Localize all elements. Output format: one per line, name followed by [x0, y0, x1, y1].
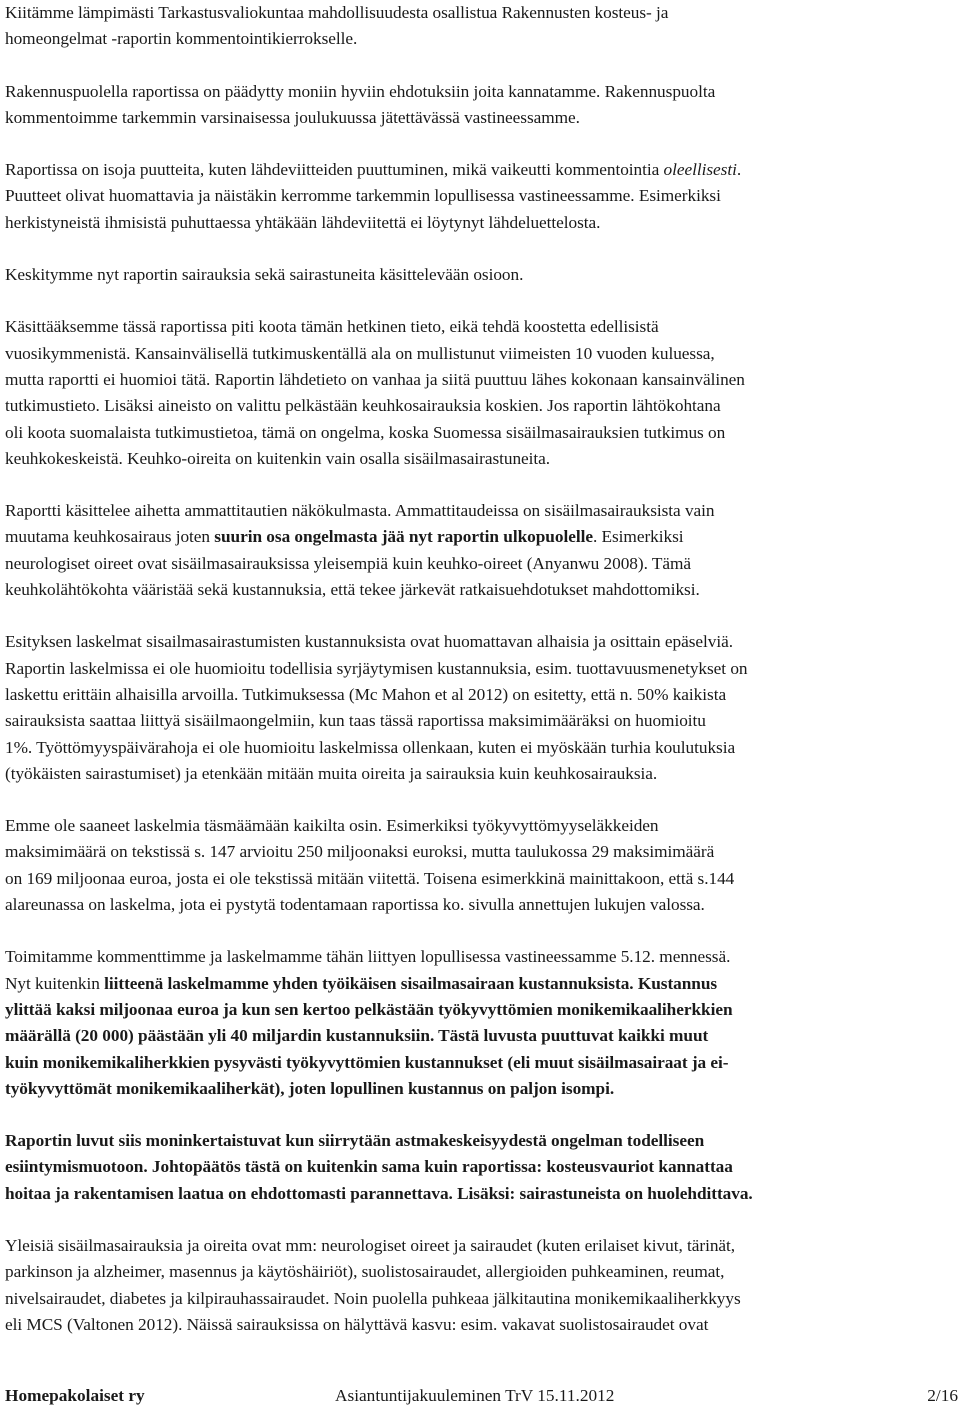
document-body	[5, 0, 960, 1364]
text-run: keuhkokeskeistä. Keuhko-oireita on kuitenkin vain osalla sisäilmasairastuneita.	[5, 448, 551, 468]
bold-text: esiintymismuotoon. Johtopäätös tästä on kuitenkin sama kuin raportissa: kosteusvauriot kannattaa	[5, 1157, 733, 1177]
paragraph	[5, 262, 960, 288]
text-line	[5, 656, 960, 682]
paragraph	[5, 1128, 960, 1207]
bold-text: määrällä (20 000) päästään yli 40 miljardin kustannuksiin. Tästä luvusta puuttuvat kaikki muut	[5, 1026, 709, 1046]
text-line	[5, 761, 960, 787]
text-line	[5, 944, 960, 970]
text-line	[5, 1312, 960, 1338]
text-line	[5, 262, 960, 288]
text-line	[5, 420, 960, 446]
text-run: sairauksista saattaa liittyä sisäilmaongelmiin, kun taas tässä raportissa maksimimääräksi on huomioitu	[5, 711, 706, 731]
text-line	[5, 210, 960, 236]
text-run: muutama keuhkosairaus joten	[5, 527, 215, 547]
text-run: on 169 miljoonaa euroa, josta ei ole tekstissä mitään viitettä. Toisena esimerkkinä mainittakoon, että s.144	[5, 868, 735, 888]
text-run: mutta raportti ei huomioi tätä. Raportin lähdetieto on vanhaa ja siitä puuttuu lähes kokonaan kansainvälinen	[5, 369, 745, 389]
text-line	[5, 367, 960, 393]
text-run: Raportin laskelmissa ei ole huomioitu todellisia syrjäytymisen kustannuksia, esim. tuottavuusmenetykset on	[5, 658, 748, 678]
text-line	[5, 1259, 960, 1285]
bold-text: suurin osa ongelmasta jää nyt raportin ulkopuolelle	[214, 527, 593, 547]
text-run: homeongelmat -raportin kommentointikierrokselle.	[5, 29, 358, 49]
text-run: Puutteet olivat huomattavia ja näistäkin kerromme tarkemmin lopullisessa vastineessamme. Esimerkiksi	[5, 186, 721, 206]
bold-text: Raportin luvut siis moninkertaistuvat kun siirrytään astmakeskeisyydestä ongelman todelliseen	[5, 1131, 705, 1151]
page-footer	[5, 1384, 960, 1408]
text-run: Keskitymme nyt raportin sairauksia sekä sairastuneita käsittelevään osioon.	[5, 265, 524, 285]
text-line	[5, 1128, 960, 1154]
text-run: . Esimerkiksi	[592, 527, 684, 547]
paragraph	[5, 813, 960, 918]
text-line	[5, 314, 960, 340]
text-run: Kiitämme lämpimästi Tarkastusvaliokuntaa mahdollisuudesta osallistua Rakennusten kosteus- ja	[5, 3, 669, 22]
text-line	[5, 1023, 960, 1049]
text-run: .	[736, 160, 742, 180]
text-line	[5, 577, 960, 603]
text-run: Nyt kuitenkin	[5, 973, 105, 993]
footer-organization: Homepakolaiset ry	[5, 1386, 145, 1405]
text-line	[5, 1286, 960, 1312]
text-run: kommentoimme tarkemmin varsinaisessa joulukuussa jätettävässä vastineessamme.	[5, 107, 580, 127]
text-run: maksimimäärä on tekstissä s. 147 arvioitu 250 miljoonaksi euroksi, mutta taulukossa 29 maksimimäärä	[5, 842, 715, 862]
text-line	[5, 1181, 960, 1207]
footer-page-number: 2/16	[927, 1386, 958, 1405]
text-line	[5, 498, 960, 524]
text-line	[5, 26, 960, 52]
footer-event: Asiantuntijakuuleminen TrV 15.11.2012	[335, 1386, 615, 1405]
text-line	[5, 105, 960, 131]
paragraph	[5, 314, 960, 472]
text-run: (työkäisten sairastumiset) ja etenkään mitään muita oireita ja sairauksia kuin keuhkosairauksia.	[5, 763, 658, 783]
text-run: nivelsairaudet, diabetes ja kilpirauhassairaudet. Noin puolella puhkeaa jälkitautina monikemikaaliherkkyys	[5, 1288, 741, 1308]
paragraph	[5, 157, 960, 236]
text-line	[5, 682, 960, 708]
text-run: vuosikymmenistä. Kansainvälisellä tutkimuskentällä ala on mullistunut viimeisten 10 vuoden kuluessa,	[5, 343, 715, 363]
text-line	[5, 629, 960, 655]
text-run: Käsittääksemme tässä raportissa piti koota tämän hetkinen tieto, eikä tehdä koostetta edellisistä	[5, 317, 659, 337]
text-run: herkistyneistä ihmisistä puhuttaessa yhtäkään lähdeviitettä ei löytynyt lähdeluettelosta.	[5, 212, 601, 232]
paragraph	[5, 629, 960, 787]
text-run: tutkimustieto. Lisäksi aineisto on valittu pelkästään keuhkosairauksia koskien. Jos raportin lähtökohtana	[5, 396, 721, 416]
text-run: 1%. Työttömyyspäivärahoja ei ole huomioitu laskelmissa ollenkaan, kuten ei myöskään turhia koulutuksia	[5, 737, 736, 757]
text-line	[5, 866, 960, 892]
text-run: Yleisiä sisäilmasairauksia ja oireita ovat mm: neurologiset oireet ja sairaudet (kuten erilaiset kivut, tärinät,	[5, 1235, 736, 1255]
text-run: Raportissa on isoja puutteita, kuten lähdeviitteiden puuttuminen, mikä vaikeutti kommentointia	[5, 160, 664, 180]
text-line	[5, 551, 960, 577]
text-run: oli koota suomalaista tutkimustietoa, tämä on ongelma, koska Suomessa sisäilmasairauksien tutkimus on	[5, 422, 726, 442]
text-run: Toimitamme kommenttimme ja laskelmamme tähän liittyen lopullisessa vastineessamme 5.12. mennessä.	[5, 947, 731, 967]
text-line	[5, 79, 960, 105]
text-line	[5, 839, 960, 865]
text-run: alareunassa on laskelma, jota ei pystytä todentamaan raportissa ko. sivulla annettujen lukujen valossa.	[5, 895, 705, 915]
text-run: Esityksen laskelmat sisailmasairastumisten kustannuksista ovat huomattavan alhaisia ja osittain epäselviä.	[5, 632, 734, 652]
text-run: Emme ole saaneet laskelmia täsmäämään kaikilta osin. Esimerkiksi työkyvyttömyyseläkkeiden	[5, 816, 659, 836]
text-line	[5, 183, 960, 209]
bold-text: liitteenä laskelmamme yhden työikäisen sisailmasairaan kustannuksista. Kustannus	[104, 973, 718, 993]
text-line	[5, 708, 960, 734]
text-run: neurologiset oireet ovat sisäilmasairauksissa yleisempiä kuin keuhko-oireet (Anyanwu 2008). Tämä	[5, 553, 691, 573]
text-line	[5, 997, 960, 1023]
bold-text: hoitaa ja rakentamisen laatua on ehdottomasti parannettava. Lisäksi: sairastuneista on huolehdittava.	[5, 1183, 753, 1203]
text-line	[5, 1154, 960, 1180]
text-run: eli MCS (Valtonen 2012). Näissä sairauksissa on hälyttävä kasvu: esim. vakavat suolistosairaudet ovat	[5, 1314, 709, 1334]
text-line	[5, 735, 960, 761]
text-run: Rakennuspuolella raportissa on päädytty moniin hyviin ehdotuksiin joita kannatamme. Rakennuspuolta	[5, 81, 716, 101]
text-line	[5, 813, 960, 839]
italic-text: oleellisesti	[663, 160, 737, 180]
text-run: keuhkolähtökohta vääristää sekä kustannuksia, että tekee järkevät ratkaisuehdotukset mahdottomiksi.	[5, 580, 700, 600]
text-line	[5, 341, 960, 367]
paragraph	[5, 79, 960, 132]
text-line	[5, 1050, 960, 1076]
bold-text: työkyvyttömät monikemikaaliherkät), joten lopullinen kustannus on paljon isompi.	[5, 1078, 615, 1098]
text-line	[5, 524, 960, 550]
bold-text: ylittää kaksi miljoonaa euroa ja kun sen kertoo pelkästään työkyvyttömien monikemikaaliherkkien	[5, 999, 733, 1019]
paragraph	[5, 498, 960, 603]
text-line	[5, 157, 960, 183]
text-line	[5, 1076, 960, 1102]
text-run: laskettu erittäin alhaisilla arvoilla. Tutkimuksessa (Mc Mahon et al 2012) on esitetty, että n. 50% kaikista	[5, 684, 727, 704]
text-line	[5, 1233, 960, 1259]
text-line	[5, 393, 960, 419]
paragraph	[5, 1233, 960, 1338]
bold-text: kuin monikemikaliherkkien pysyvästi työkyvyttömien kustannukset (eli muut sisäilmasairaat ja ei-	[5, 1052, 729, 1072]
text-line	[5, 0, 960, 26]
text-line	[5, 892, 960, 918]
text-line	[5, 971, 960, 997]
text-line	[5, 446, 960, 472]
paragraph	[5, 944, 960, 1102]
text-run: parkinson ja alzheimer, masennus ja käytöshäiriöt), suolistosairaudet, allergioiden puhkeaminen, reumat,	[5, 1262, 725, 1282]
text-run: Raportti käsittelee aihetta ammattitautien näkökulmasta. Ammattitaudeissa on sisäilmasairauksista vain	[5, 501, 715, 521]
paragraph	[5, 0, 960, 53]
